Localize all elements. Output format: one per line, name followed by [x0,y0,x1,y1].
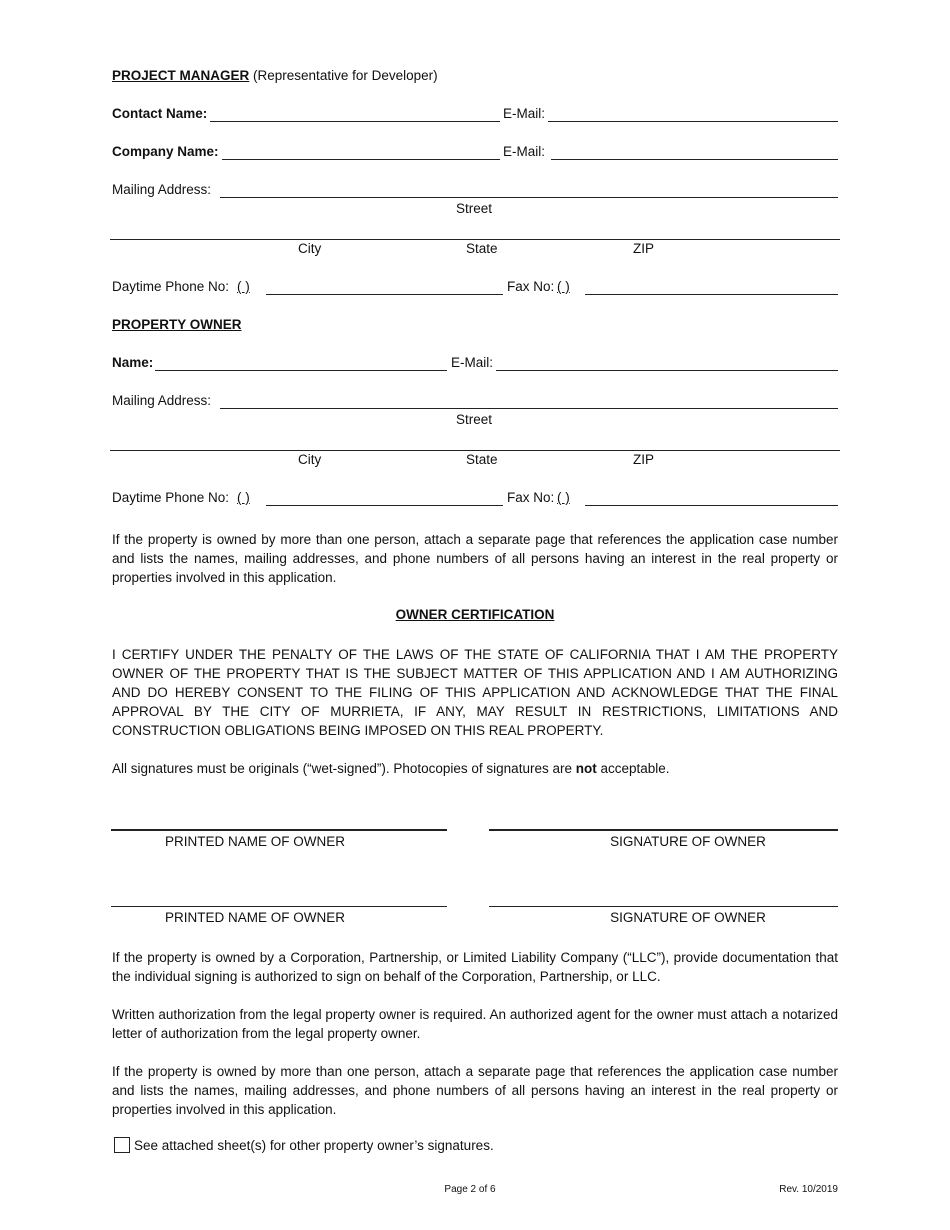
property-owner-heading: PROPERTY OWNER [112,317,242,332]
printed-name-field-2[interactable] [111,906,447,907]
company-name-field[interactable] [222,159,500,160]
multi-owner-note-2: If the property is owned by more than one person, attach a separate page that references the application case number and lists the names, mailing addresses, and phone numbers of all persons having an interest in the real property or properties involved in this application. [112,1064,838,1117]
attached-sheets-label: See attached sheet(s) for other property owner’s signatures. [134,1138,494,1153]
signature-note-text: All signatures must be originals (“wet-signed”). Photocopies of signatures are [112,761,576,776]
owner-daytime-phone-label: Daytime Phone No: [112,490,230,505]
pm-phone-area-code: ( ) [237,279,250,294]
pm-city-label: City [298,241,322,256]
pm-email-label-1: E-Mail: [503,106,546,121]
pm-fax-field[interactable] [585,294,838,295]
pm-fax-label: Fax No: [507,279,555,294]
project-manager-heading-row [112,68,438,83]
owner-email-label: E-Mail: [451,355,494,370]
company-name-label: Company Name: [112,144,219,159]
pm-email-field-2[interactable] [551,159,838,160]
pm-street-field[interactable] [220,197,838,198]
contact-name-field[interactable] [210,121,500,122]
owner-email-field[interactable] [496,370,838,371]
signature-field-1[interactable] [489,829,838,831]
pm-state-label: State [466,241,498,256]
pm-zip-label: ZIP [633,241,655,256]
owner-phone-area-code: ( ) [237,490,250,505]
owner-name-field[interactable] [155,370,447,371]
project-manager-heading-note: (Representative for Developer) [253,68,438,83]
signature-label-2: SIGNATURE OF OWNER [610,910,766,925]
owner-mailing-address-label: Mailing Address: [112,393,212,408]
printed-name-field-1[interactable] [111,829,447,831]
multi-owner-note-1: If the property is owned by more than one person, attach a separate page that references the application case number and lists the names, mailing addresses, and phone numbers of all persons having an interest in the real property or properties involved in this application. [112,532,838,585]
pm-mailing-address-label: Mailing Address: [112,182,212,197]
owner-name-label: Name: [112,355,154,370]
owner-city-state-zip-field[interactable] [110,450,840,451]
signature-label-1: SIGNATURE OF OWNER [610,834,766,849]
project-manager-heading: PROJECT MANAGER [112,68,250,83]
pm-daytime-phone-field[interactable] [266,294,503,295]
owner-fax-area-code: ( ) [557,490,570,505]
revision-date: Rev. 10/2019 [779,1184,838,1195]
owner-state-label: State [466,452,498,467]
owner-street-field[interactable] [220,408,838,409]
signature-requirement-note [112,759,838,778]
signature-field-2[interactable] [489,906,838,907]
certification-text: I CERTIFY UNDER THE PENALTY OF THE LAWS OF THE STATE OF CALIFORNIA THAT I AM THE PROPERTY OWNER OF THE PROPERTY THAT IS THE SUBJECT MATTER OF THIS APPLICATION AND I AM AUTHORIZING AND DO HEREBY CONSENT TO THE FILING OF THIS APPLICATION AND ACKNOWLEDGE THAT THE FINAL APPROVAL BY THE CITY OF MURRIETA, IF ANY, MAY RESULT IN RESTRICTIONS, LIMITATIONS AND CONSTRUCTION OBLIGATIONS BEING IMPOSED ON THIS REAL PROPERTY. [112,647,838,738]
corporation-note: If the property is owned by a Corporation, Partnership, or Limited Liability Company (“LLC”), provide documentation that the individual signing is authorized to sign on behalf of the Corporation, Partnership, or LLC. [112,950,838,984]
printed-name-label-2: PRINTED NAME OF OWNER [164,910,345,925]
owner-certification-heading: OWNER CERTIFICATION [395,607,555,622]
owner-fax-label: Fax No: [507,490,555,505]
owner-zip-label: ZIP [633,452,655,467]
printed-name-label-1: PRINTED NAME OF OWNER [164,834,345,849]
pm-city-state-zip-field[interactable] [110,239,840,240]
pm-daytime-phone-label: Daytime Phone No: [112,279,230,294]
page-number: Page 2 of 6 [444,1184,496,1195]
owner-street-label: Street [456,412,493,427]
pm-email-field-1[interactable] [548,121,838,122]
owner-fax-field[interactable] [585,505,838,506]
contact-name-label: Contact Name: [112,106,208,121]
pm-street-label: Street [456,201,493,216]
signature-note-emphasis: not [575,761,597,776]
owner-daytime-phone-field[interactable] [266,505,503,506]
signature-note-text-end: acceptable. [596,761,670,776]
pm-email-label-2: E-Mail: [503,144,546,159]
authorization-note: Written authorization from the legal property owner is required. An authorized agent for the owner must attach a notarized letter of authorization from the legal property owner. [112,1007,838,1041]
attached-sheets-checkbox[interactable] [114,1137,130,1153]
pm-fax-area-code: ( ) [557,279,570,294]
owner-city-label: City [298,452,322,467]
